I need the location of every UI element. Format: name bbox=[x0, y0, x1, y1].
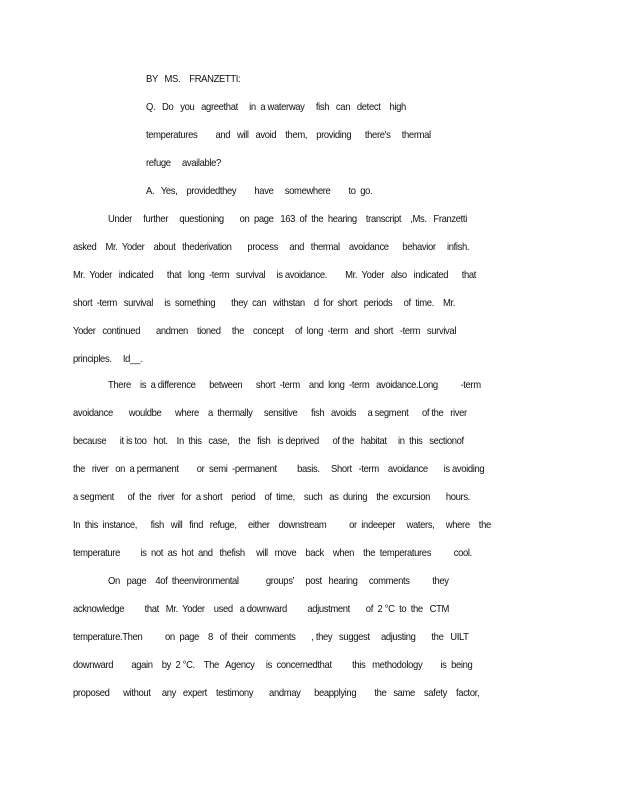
text-line: because it is too hot. In this case, the fish is deprived of the habitat in this sectionof bbox=[73, 435, 464, 447]
text-line: asked Mr. Yoder about thederivation process and thermal avoidance behavior infish. bbox=[73, 241, 470, 253]
text-line: Yoder continued andmen tioned the concept of long -term and short -term survival bbox=[73, 325, 457, 337]
text-line: temperature.Then on page 8 of their comments , they suggest adjusting the UILT bbox=[73, 631, 469, 643]
text-line: short -term survival is something they can withstan d for short periods of time. Mr. bbox=[73, 297, 456, 309]
text-line: the river on a permanent or semi -permanent basis. Short -term avoidance is avoiding bbox=[73, 463, 485, 475]
text-line: downward again by 2 °C. The Agency is concernedthat this methodology is being bbox=[73, 659, 473, 671]
text-line: temperature is not as hot and thefish will move back when the temperatures cool. bbox=[73, 547, 472, 559]
text-line: Mr. Yoder indicated that long -term survival is avoidance. Mr. Yoder also indicated that bbox=[73, 269, 477, 281]
text-line: avoidance wouldbe where a thermally sensitive fish avoids a segment of the river bbox=[73, 407, 467, 419]
text-line: refuge available? bbox=[146, 157, 221, 169]
text-line: In this instance, fish will find refuge, either downstream or indeeper waters, where the bbox=[73, 519, 491, 531]
text-line: principles. Id__. bbox=[73, 353, 143, 365]
text-line: Q. Do you agreethat in a waterway fish can detect high bbox=[146, 101, 406, 113]
text-line: acknowledge that Mr. Yoder used a downward adjustment of 2 °C to the CTM bbox=[73, 603, 450, 615]
text-line: temperatures and will avoid them, providing there's thermal bbox=[146, 129, 431, 141]
text-line: There is a difference between short -term and long -term avoidance.Long -term bbox=[108, 379, 481, 391]
text-line: On page 4of theenvironmental groups' post hearing comments they bbox=[108, 575, 449, 587]
text-line: a segment of the river for a short period of time, such as during the excursion hours. bbox=[73, 491, 470, 503]
text-line: BY MS. FRANZETTI: bbox=[146, 73, 241, 85]
text-line: A. Yes, providedthey have somewhere to go. bbox=[146, 185, 373, 197]
text-line: Under further questioning on page 163 of the hearing transcript ,Ms. Franzetti bbox=[108, 213, 467, 225]
text-line: proposed without any expert testimony andmay beapplying the same safety factor, bbox=[73, 687, 480, 699]
